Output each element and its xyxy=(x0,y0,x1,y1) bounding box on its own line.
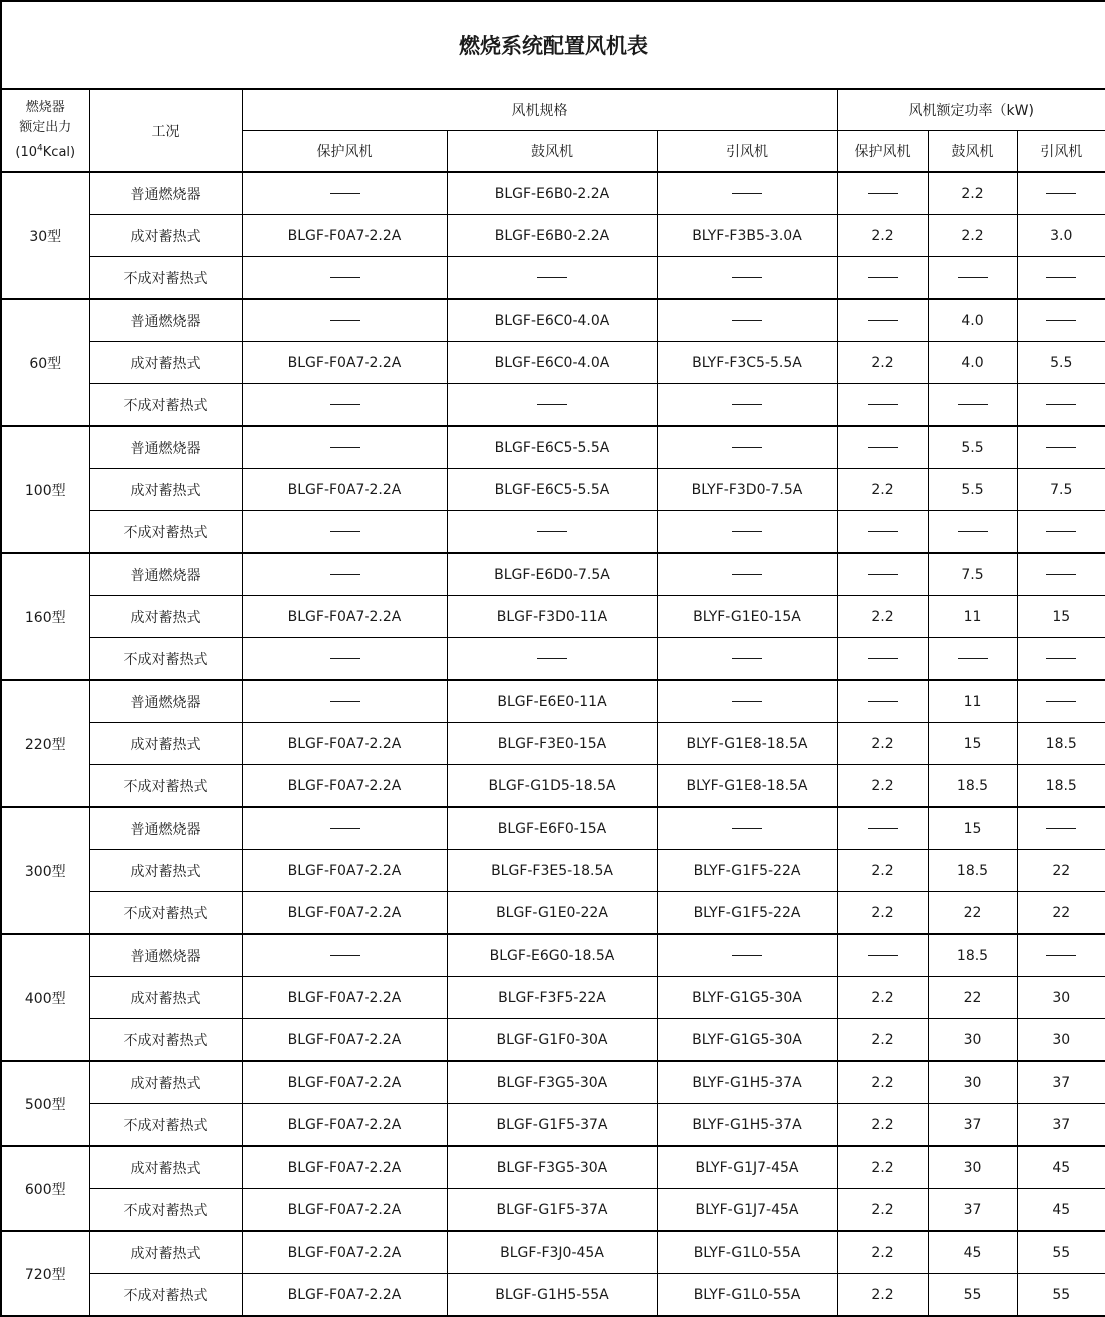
empty-dash xyxy=(1046,277,1076,278)
empty-dash xyxy=(330,447,360,448)
condition-cell: 不成对蓄热式 xyxy=(89,638,242,681)
condition-cell: 不成对蓄热式 xyxy=(89,765,242,808)
condition-cell: 成对蓄热式 xyxy=(89,723,242,765)
spec-blower-cell: BLGF-E6F0-15A xyxy=(447,807,657,850)
power-blower-cell: 4.0 xyxy=(928,299,1017,342)
spec-induced-fan-cell: BLYF-G1F5-22A xyxy=(657,850,837,892)
table-row xyxy=(1,892,1105,935)
header-power-induced-fan: 引风机 xyxy=(1017,131,1105,173)
power-induced-fan-cell: 18.5 xyxy=(1017,723,1105,765)
empty-dash xyxy=(1046,531,1076,532)
model-cell: 600型 xyxy=(1,1146,89,1231)
spec-blower-cell: BLGF-G1F0-30A xyxy=(447,1019,657,1062)
table-row xyxy=(1,469,1105,511)
spec-blower-cell xyxy=(447,638,657,681)
power-induced-fan-cell xyxy=(1017,553,1105,596)
spec-blower-cell: BLGF-F3G5-30A xyxy=(447,1146,657,1189)
model-cell: 720型 xyxy=(1,1231,89,1316)
power-protection-fan-cell: 2.2 xyxy=(837,1061,928,1104)
spec-protection-fan-cell xyxy=(242,384,447,427)
power-protection-fan-cell: 2.2 xyxy=(837,850,928,892)
power-protection-fan-cell: 2.2 xyxy=(837,469,928,511)
power-blower-cell: 2.2 xyxy=(928,215,1017,257)
empty-dash xyxy=(958,658,988,659)
model-cell: 400型 xyxy=(1,934,89,1061)
empty-dash xyxy=(732,193,762,194)
spec-induced-fan-cell: BLYF-G1G5-30A xyxy=(657,1019,837,1062)
spec-induced-fan-cell: BLYF-G1H5-37A xyxy=(657,1104,837,1147)
spec-blower-cell: BLGF-E6C5-5.5A xyxy=(447,426,657,469)
spec-protection-fan-cell xyxy=(242,172,447,215)
power-blower-cell xyxy=(928,511,1017,554)
power-blower-cell: 11 xyxy=(928,596,1017,638)
header-power-protection-fan: 保护风机 xyxy=(837,131,928,173)
spec-induced-fan-cell xyxy=(657,638,837,681)
model-cell: 100型 xyxy=(1,426,89,553)
power-protection-fan-cell xyxy=(837,807,928,850)
spec-protection-fan-cell: BLGF-F0A7-2.2A xyxy=(242,1274,447,1317)
spec-induced-fan-cell: BLYF-G1F5-22A xyxy=(657,892,837,935)
spec-blower-cell: BLGF-G1F5-37A xyxy=(447,1104,657,1147)
spec-blower-cell: BLGF-E6C0-4.0A xyxy=(447,342,657,384)
spec-protection-fan-cell: BLGF-F0A7-2.2A xyxy=(242,342,447,384)
header-spec-blower: 鼓风机 xyxy=(447,131,657,173)
power-blower-cell: 37 xyxy=(928,1104,1017,1147)
empty-dash xyxy=(868,320,898,321)
table-row xyxy=(1,511,1105,554)
power-protection-fan-cell: 2.2 xyxy=(837,342,928,384)
condition-cell: 普通燃烧器 xyxy=(89,426,242,469)
table-body xyxy=(1,172,1105,1316)
spec-induced-fan-cell: BLYF-F3B5-3.0A xyxy=(657,215,837,257)
condition-cell: 普通燃烧器 xyxy=(89,807,242,850)
model-cell: 60型 xyxy=(1,299,89,426)
model-cell: 500型 xyxy=(1,1061,89,1146)
condition-cell: 成对蓄热式 xyxy=(89,342,242,384)
empty-dash xyxy=(537,404,567,405)
power-induced-fan-cell: 37 xyxy=(1017,1061,1105,1104)
spec-protection-fan-cell xyxy=(242,299,447,342)
empty-dash xyxy=(1046,574,1076,575)
empty-dash xyxy=(732,701,762,702)
spec-induced-fan-cell: BLYF-G1E0-15A xyxy=(657,596,837,638)
table-row xyxy=(1,1231,1105,1274)
empty-dash xyxy=(732,658,762,659)
spec-blower-cell: BLGF-G1E0-22A xyxy=(447,892,657,935)
empty-dash xyxy=(732,320,762,321)
power-protection-fan-cell: 2.2 xyxy=(837,1019,928,1062)
power-blower-cell: 5.5 xyxy=(928,469,1017,511)
spec-induced-fan-cell: BLYF-G1J7-45A xyxy=(657,1189,837,1232)
spec-induced-fan-cell xyxy=(657,807,837,850)
spec-protection-fan-cell: BLGF-F0A7-2.2A xyxy=(242,765,447,808)
empty-dash xyxy=(1046,701,1076,702)
power-blower-cell: 2.2 xyxy=(928,172,1017,215)
table-row xyxy=(1,257,1105,300)
power-induced-fan-cell xyxy=(1017,172,1105,215)
empty-dash xyxy=(1046,447,1076,448)
power-induced-fan-cell: 37 xyxy=(1017,1104,1105,1147)
power-induced-fan-cell xyxy=(1017,638,1105,681)
empty-dash xyxy=(330,574,360,575)
power-blower-cell xyxy=(928,638,1017,681)
empty-dash xyxy=(330,701,360,702)
condition-cell: 成对蓄热式 xyxy=(89,215,242,257)
power-protection-fan-cell xyxy=(837,511,928,554)
condition-cell: 普通燃烧器 xyxy=(89,680,242,723)
power-protection-fan-cell: 2.2 xyxy=(837,723,928,765)
spec-induced-fan-cell xyxy=(657,172,837,215)
power-blower-cell: 18.5 xyxy=(928,765,1017,808)
empty-dash xyxy=(1046,193,1076,194)
table-row xyxy=(1,215,1105,257)
spec-protection-fan-cell: BLGF-F0A7-2.2A xyxy=(242,1019,447,1062)
empty-dash xyxy=(330,828,360,829)
empty-dash xyxy=(1046,828,1076,829)
condition-cell: 成对蓄热式 xyxy=(89,977,242,1019)
condition-cell: 不成对蓄热式 xyxy=(89,892,242,935)
table-row xyxy=(1,1146,1105,1189)
power-blower-cell: 18.5 xyxy=(928,934,1017,977)
header-condition: 工况 xyxy=(89,89,242,172)
spec-protection-fan-cell: BLGF-F0A7-2.2A xyxy=(242,850,447,892)
power-induced-fan-cell: 55 xyxy=(1017,1231,1105,1274)
empty-dash xyxy=(1046,404,1076,405)
empty-dash xyxy=(732,404,762,405)
spec-blower-cell: BLGF-F3E5-18.5A xyxy=(447,850,657,892)
table-row xyxy=(1,638,1105,681)
spec-blower-cell xyxy=(447,511,657,554)
power-induced-fan-cell: 30 xyxy=(1017,977,1105,1019)
empty-dash xyxy=(958,531,988,532)
power-protection-fan-cell: 2.2 xyxy=(837,215,928,257)
condition-cell: 不成对蓄热式 xyxy=(89,1189,242,1232)
power-protection-fan-cell: 2.2 xyxy=(837,1274,928,1317)
power-blower-cell: 7.5 xyxy=(928,553,1017,596)
spec-protection-fan-cell xyxy=(242,807,447,850)
power-protection-fan-cell xyxy=(837,680,928,723)
empty-dash xyxy=(958,277,988,278)
condition-cell: 成对蓄热式 xyxy=(89,1061,242,1104)
spec-induced-fan-cell xyxy=(657,257,837,300)
table-row xyxy=(1,1189,1105,1232)
power-blower-cell: 30 xyxy=(928,1146,1017,1189)
condition-cell: 不成对蓄热式 xyxy=(89,511,242,554)
power-blower-cell: 15 xyxy=(928,807,1017,850)
empty-dash xyxy=(958,404,988,405)
power-blower-cell: 15 xyxy=(928,723,1017,765)
condition-cell: 普通燃烧器 xyxy=(89,172,242,215)
spec-protection-fan-cell: BLGF-F0A7-2.2A xyxy=(242,892,447,935)
condition-cell: 成对蓄热式 xyxy=(89,596,242,638)
power-induced-fan-cell: 18.5 xyxy=(1017,765,1105,808)
power-protection-fan-cell: 2.2 xyxy=(837,765,928,808)
empty-dash xyxy=(330,320,360,321)
model-cell: 220型 xyxy=(1,680,89,807)
spec-protection-fan-cell xyxy=(242,511,447,554)
power-induced-fan-cell: 45 xyxy=(1017,1146,1105,1189)
table-row xyxy=(1,172,1105,215)
spec-protection-fan-cell: BLGF-F0A7-2.2A xyxy=(242,596,447,638)
power-blower-cell: 22 xyxy=(928,892,1017,935)
empty-dash xyxy=(868,574,898,575)
power-induced-fan-cell xyxy=(1017,384,1105,427)
spec-induced-fan-cell: BLYF-G1E8-18.5A xyxy=(657,723,837,765)
empty-dash xyxy=(1046,320,1076,321)
spec-blower-cell: BLGF-F3G5-30A xyxy=(447,1061,657,1104)
condition-cell: 不成对蓄热式 xyxy=(89,384,242,427)
power-induced-fan-cell xyxy=(1017,299,1105,342)
power-induced-fan-cell: 3.0 xyxy=(1017,215,1105,257)
spec-protection-fan-cell: BLGF-F0A7-2.2A xyxy=(242,469,447,511)
table-row xyxy=(1,807,1105,850)
spec-protection-fan-cell xyxy=(242,638,447,681)
spec-protection-fan-cell xyxy=(242,680,447,723)
spec-induced-fan-cell xyxy=(657,680,837,723)
power-protection-fan-cell: 2.2 xyxy=(837,1231,928,1274)
spec-blower-cell: BLGF-F3F5-22A xyxy=(447,977,657,1019)
spec-blower-cell: BLGF-E6C0-4.0A xyxy=(447,299,657,342)
table-row xyxy=(1,1104,1105,1147)
power-induced-fan-cell: 30 xyxy=(1017,1019,1105,1062)
header-rated-output-line1: 燃烧器 xyxy=(25,100,65,116)
header-spec-protection-fan: 保护风机 xyxy=(242,131,447,173)
table-row xyxy=(1,850,1105,892)
table-row xyxy=(1,553,1105,596)
spec-blower-cell: BLGF-E6B0-2.2A xyxy=(447,215,657,257)
header-fan-spec: 风机规格 xyxy=(242,89,837,131)
empty-dash xyxy=(868,447,898,448)
spec-induced-fan-cell xyxy=(657,384,837,427)
power-induced-fan-cell xyxy=(1017,257,1105,300)
power-induced-fan-cell: 22 xyxy=(1017,892,1105,935)
spec-blower-cell: BLGF-F3J0-45A xyxy=(447,1231,657,1274)
power-induced-fan-cell: 55 xyxy=(1017,1274,1105,1317)
power-protection-fan-cell xyxy=(837,934,928,977)
power-protection-fan-cell xyxy=(837,638,928,681)
spec-induced-fan-cell: BLYF-G1G5-30A xyxy=(657,977,837,1019)
empty-dash xyxy=(868,193,898,194)
empty-dash xyxy=(330,277,360,278)
model-cell: 30型 xyxy=(1,172,89,299)
spec-induced-fan-cell: BLYF-G1J7-45A xyxy=(657,1146,837,1189)
spec-induced-fan-cell: BLYF-F3C5-5.5A xyxy=(657,342,837,384)
power-induced-fan-cell xyxy=(1017,807,1105,850)
spec-protection-fan-cell xyxy=(242,426,447,469)
power-blower-cell xyxy=(928,384,1017,427)
condition-cell: 普通燃烧器 xyxy=(89,934,242,977)
header-rated-output-unit: $(10^4Kcal)$ xyxy=(15,143,76,160)
spec-blower-cell: BLGF-E6E0-11A xyxy=(447,680,657,723)
header-spec-induced-fan: 引风机 xyxy=(657,131,837,173)
spec-induced-fan-cell xyxy=(657,511,837,554)
table-row xyxy=(1,596,1105,638)
table-row xyxy=(1,426,1105,469)
spec-induced-fan-cell: BLYF-G1E8-18.5A xyxy=(657,765,837,808)
condition-cell: 不成对蓄热式 xyxy=(89,1019,242,1062)
table-row xyxy=(1,1019,1105,1062)
table-row xyxy=(1,977,1105,1019)
condition-cell: 普通燃烧器 xyxy=(89,553,242,596)
empty-dash xyxy=(330,193,360,194)
power-blower-cell: 30 xyxy=(928,1019,1017,1062)
empty-dash xyxy=(732,277,762,278)
model-cell: 160型 xyxy=(1,553,89,680)
spec-blower-cell xyxy=(447,257,657,300)
empty-dash xyxy=(330,658,360,659)
spec-induced-fan-cell xyxy=(657,553,837,596)
header-power-blower: 鼓风机 xyxy=(928,131,1017,173)
table-row xyxy=(1,299,1105,342)
table-title: 燃烧系统配置风机表 xyxy=(1,1,1105,89)
spec-blower-cell: BLGF-G1D5-18.5A xyxy=(447,765,657,808)
power-blower-cell: 45 xyxy=(928,1231,1017,1274)
condition-cell: 不成对蓄热式 xyxy=(89,1104,242,1147)
power-induced-fan-cell: 15 xyxy=(1017,596,1105,638)
power-protection-fan-cell xyxy=(837,172,928,215)
empty-dash xyxy=(330,531,360,532)
condition-cell: 不成对蓄热式 xyxy=(89,257,242,300)
empty-dash xyxy=(732,828,762,829)
power-induced-fan-cell xyxy=(1017,426,1105,469)
power-blower-cell: 37 xyxy=(928,1189,1017,1232)
power-blower-cell: 18.5 xyxy=(928,850,1017,892)
empty-dash xyxy=(732,531,762,532)
condition-cell: 成对蓄热式 xyxy=(89,469,242,511)
spec-protection-fan-cell: BLGF-F0A7-2.2A xyxy=(242,977,447,1019)
power-blower-cell: 30 xyxy=(928,1061,1017,1104)
empty-dash xyxy=(732,574,762,575)
empty-dash xyxy=(537,531,567,532)
spec-induced-fan-cell xyxy=(657,426,837,469)
empty-dash xyxy=(868,701,898,702)
spec-blower-cell: BLGF-E6C5-5.5A xyxy=(447,469,657,511)
power-blower-cell: 4.0 xyxy=(928,342,1017,384)
power-blower-cell: 11 xyxy=(928,680,1017,723)
power-induced-fan-cell: 45 xyxy=(1017,1189,1105,1232)
empty-dash xyxy=(732,955,762,956)
spec-blower-cell: BLGF-F3E0-15A xyxy=(447,723,657,765)
spec-blower-cell: BLGF-E6D0-7.5A xyxy=(447,553,657,596)
empty-dash xyxy=(868,404,898,405)
spec-induced-fan-cell: BLYF-G1H5-37A xyxy=(657,1061,837,1104)
table-row xyxy=(1,1061,1105,1104)
spec-protection-fan-cell: BLGF-F0A7-2.2A xyxy=(242,1231,447,1274)
spec-blower-cell xyxy=(447,384,657,427)
power-blower-cell: 22 xyxy=(928,977,1017,1019)
power-induced-fan-cell xyxy=(1017,511,1105,554)
table-row xyxy=(1,342,1105,384)
spec-blower-cell: BLGF-E6B0-2.2A xyxy=(447,172,657,215)
spec-protection-fan-cell xyxy=(242,934,447,977)
spec-induced-fan-cell xyxy=(657,934,837,977)
header-rated-output xyxy=(1,89,89,172)
empty-dash xyxy=(1046,658,1076,659)
spec-protection-fan-cell: BLGF-F0A7-2.2A xyxy=(242,1189,447,1232)
spec-protection-fan-cell: BLGF-F0A7-2.2A xyxy=(242,1146,447,1189)
condition-cell: 成对蓄热式 xyxy=(89,1146,242,1189)
spec-induced-fan-cell: BLYF-F3D0-7.5A xyxy=(657,469,837,511)
empty-dash xyxy=(868,828,898,829)
power-protection-fan-cell: 2.2 xyxy=(837,977,928,1019)
power-blower-cell: 55 xyxy=(928,1274,1017,1317)
empty-dash xyxy=(330,404,360,405)
table-row xyxy=(1,723,1105,765)
power-protection-fan-cell: 2.2 xyxy=(837,1189,928,1232)
condition-cell: 不成对蓄热式 xyxy=(89,1274,242,1317)
condition-cell: 普通燃烧器 xyxy=(89,299,242,342)
empty-dash xyxy=(868,277,898,278)
power-induced-fan-cell xyxy=(1017,934,1105,977)
spec-protection-fan-cell: BLGF-F0A7-2.2A xyxy=(242,1061,447,1104)
empty-dash xyxy=(732,447,762,448)
spec-protection-fan-cell: BLGF-F0A7-2.2A xyxy=(242,723,447,765)
spec-blower-cell: BLGF-F3D0-11A xyxy=(447,596,657,638)
spec-protection-fan-cell xyxy=(242,257,447,300)
spec-blower-cell: BLGF-E6G0-18.5A xyxy=(447,934,657,977)
power-protection-fan-cell xyxy=(837,299,928,342)
spec-blower-cell: BLGF-G1H5-55A xyxy=(447,1274,657,1317)
power-blower-cell xyxy=(928,257,1017,300)
power-protection-fan-cell xyxy=(837,426,928,469)
table-row xyxy=(1,934,1105,977)
condition-cell: 成对蓄热式 xyxy=(89,1231,242,1274)
power-protection-fan-cell: 2.2 xyxy=(837,1104,928,1147)
table-row xyxy=(1,384,1105,427)
power-protection-fan-cell xyxy=(837,257,928,300)
empty-dash xyxy=(868,955,898,956)
empty-dash xyxy=(330,955,360,956)
power-induced-fan-cell xyxy=(1017,680,1105,723)
spec-protection-fan-cell: BLGF-F0A7-2.2A xyxy=(242,215,447,257)
empty-dash xyxy=(868,658,898,659)
power-induced-fan-cell: 7.5 xyxy=(1017,469,1105,511)
table-row xyxy=(1,1274,1105,1317)
header-fan-power: 风机额定功率（kW) xyxy=(837,89,1105,131)
power-protection-fan-cell: 2.2 xyxy=(837,596,928,638)
power-induced-fan-cell: 22 xyxy=(1017,850,1105,892)
spec-blower-cell: BLGF-G1F5-37A xyxy=(447,1189,657,1232)
condition-cell: 成对蓄热式 xyxy=(89,850,242,892)
spec-induced-fan-cell: BLYF-G1L0-55A xyxy=(657,1274,837,1317)
power-protection-fan-cell: 2.2 xyxy=(837,1146,928,1189)
spec-protection-fan-cell xyxy=(242,553,447,596)
header-rated-output-line2: 额定出力 xyxy=(19,120,72,136)
power-protection-fan-cell xyxy=(837,553,928,596)
empty-dash xyxy=(868,531,898,532)
spec-induced-fan-cell: BLYF-G1L0-55A xyxy=(657,1231,837,1274)
empty-dash xyxy=(537,658,567,659)
model-cell: 300型 xyxy=(1,807,89,934)
power-induced-fan-cell: 5.5 xyxy=(1017,342,1105,384)
empty-dash xyxy=(537,277,567,278)
spec-induced-fan-cell xyxy=(657,299,837,342)
power-protection-fan-cell xyxy=(837,384,928,427)
table-row xyxy=(1,680,1105,723)
table-row xyxy=(1,765,1105,808)
empty-dash xyxy=(1046,955,1076,956)
spec-protection-fan-cell: BLGF-F0A7-2.2A xyxy=(242,1104,447,1147)
power-blower-cell: 5.5 xyxy=(928,426,1017,469)
power-protection-fan-cell: 2.2 xyxy=(837,892,928,935)
